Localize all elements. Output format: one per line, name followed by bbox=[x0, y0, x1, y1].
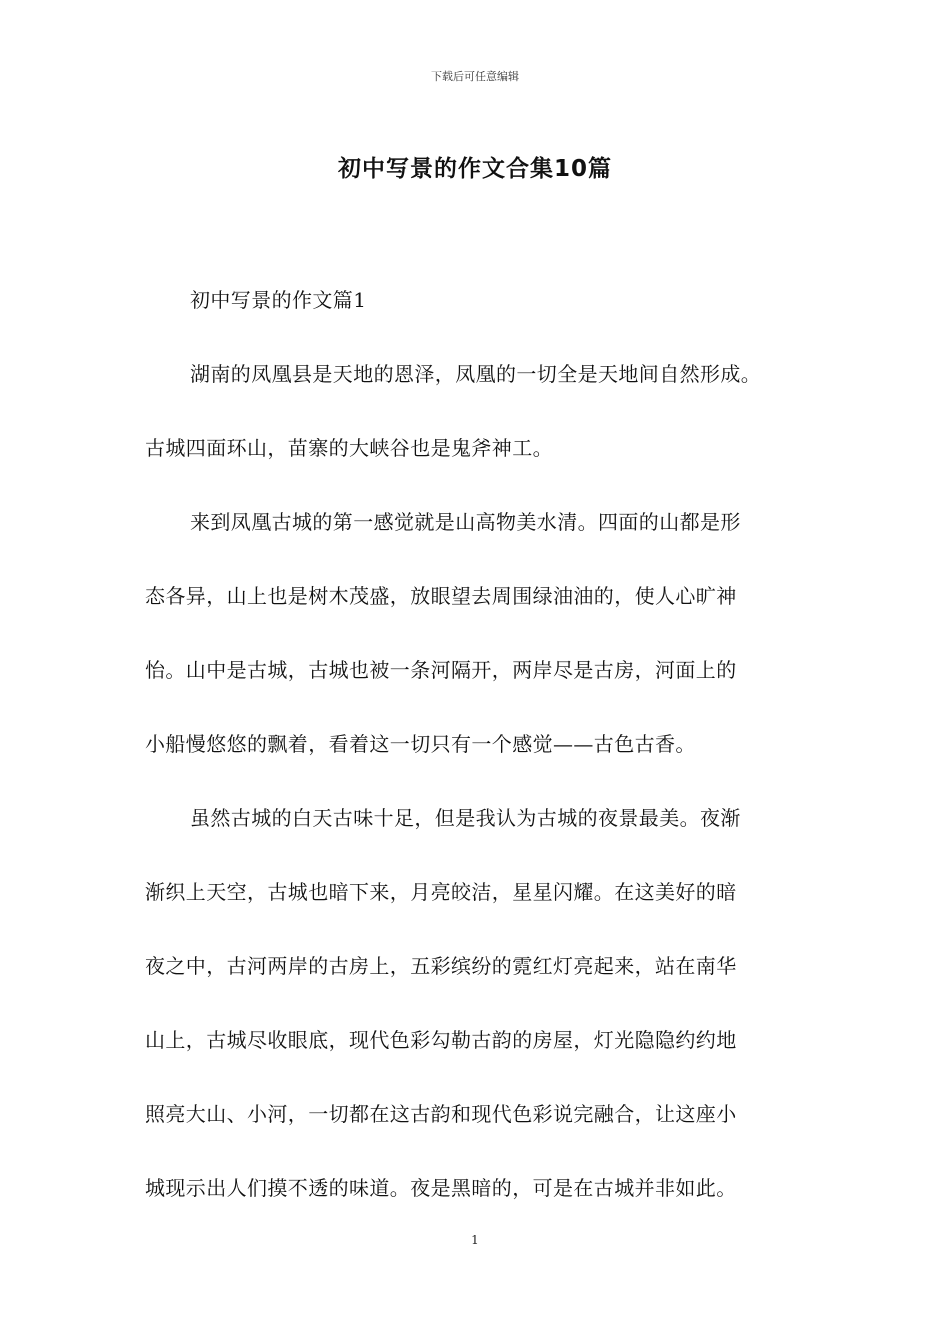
header-note: 下载后可任意编辑 bbox=[431, 70, 519, 83]
section-heading: 初中写景的作文篇1 bbox=[190, 288, 367, 312]
paragraph-line: 山上，古城尽收眼底，现代色彩勾勒古韵的房屋，灯光隐隐约约地 bbox=[145, 1028, 737, 1052]
paragraph-line: 来到凤凰古城的第一感觉就是山高物美水清。四面的山都是形 bbox=[190, 510, 741, 534]
paragraph-line: 照亮大山、小河，一切都在这古韵和现代色彩说完融合，让这座小 bbox=[145, 1102, 737, 1126]
paragraph-line: 湖南的凤凰县是天地的恩泽，凤凰的一切全是天地间自然形成。 bbox=[190, 362, 762, 386]
page-number: 1 bbox=[471, 1233, 479, 1247]
body-text bbox=[145, 280, 815, 1242]
paragraph-line: 小船慢悠悠的飘着，看着这一切只有一个感觉——古色古香。 bbox=[145, 732, 696, 756]
paragraph-line: 怡。山中是古城，古城也被一条河隔开，两岸尽是古房，河面上的 bbox=[145, 658, 737, 682]
paragraph-line: 城现示出人们摸不透的味道。夜是黑暗的，可是在古城并非如此。 bbox=[145, 1176, 737, 1200]
paragraph-line: 夜之中，古河两岸的古房上，五彩缤纷的霓红灯亮起来，站在南华 bbox=[145, 954, 737, 978]
paragraph-line: 虽然古城的白天古味十足，但是我认为古城的夜景最美。夜渐 bbox=[190, 806, 741, 830]
paragraph-line: 态各异，山上也是树木茂盛，放眼望去周围绿油油的，使人心旷神 bbox=[145, 584, 737, 608]
paragraph-line: 古城四面环山，苗寨的大峡谷也是鬼斧神工。 bbox=[145, 436, 553, 460]
document-title: 初中写景的作文合集10篇 bbox=[337, 156, 612, 182]
paragraph-line: 渐织上天空，古城也暗下来，月亮皎洁，星星闪耀。在这美好的暗 bbox=[145, 880, 737, 904]
